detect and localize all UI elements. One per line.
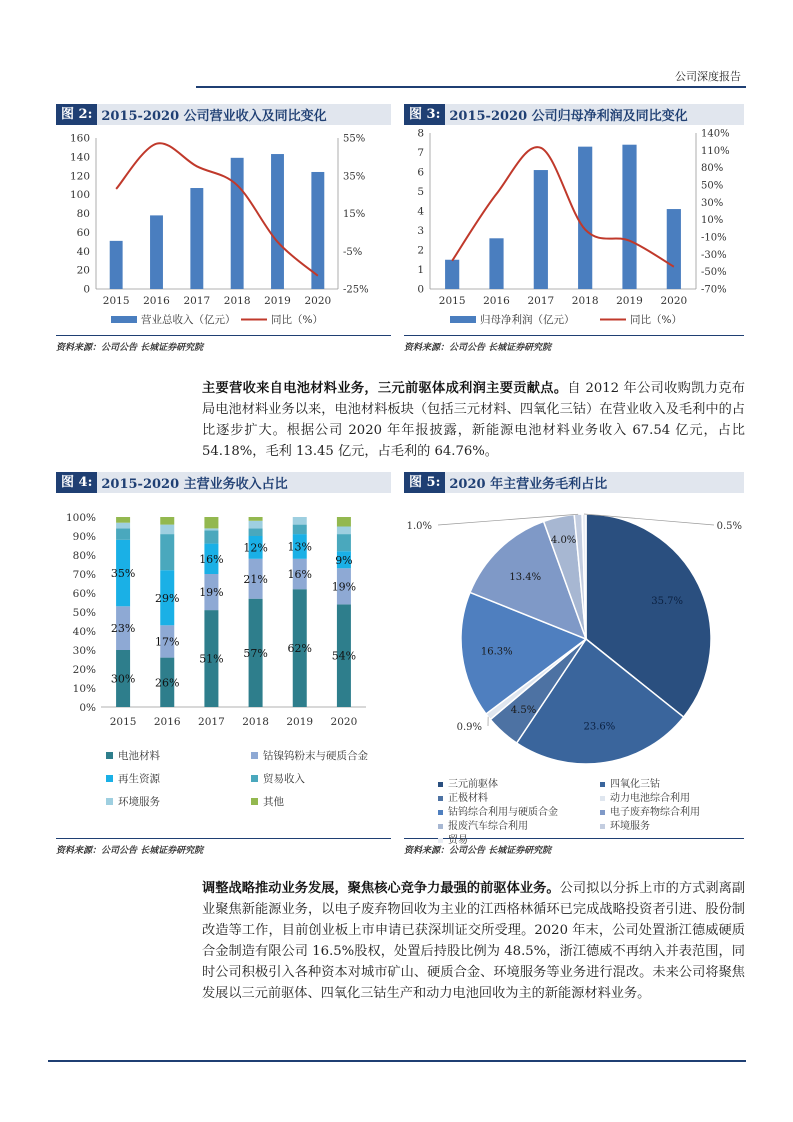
y-tick-label: 80%	[72, 550, 96, 562]
paragraph-1	[202, 378, 745, 462]
paragraph-2-body: 公司拟以分拆上市的方式剥离副业聚焦新能源业务，以电子废弃物回收为主业的江西格林循环已完成战略投资者引进、股份制改造等工作，目前创业板上市申请已获深圳证交所受理。2020 年末，公司处置浙江德威硬质合金制造有限公司 16.5%股权，处置后持股比例为 48.5%，浙江德威不再纳入并表范围，同时公司积极引入各种资本对城市矿山、硬质合金、环境服务等业务进行混改。未来公司将聚焦发展以三元前驱体、四氧化三钴生产和动力电池回收为主的新能源材料业务。	[202, 881, 746, 1001]
legend-label: 三元前驱体	[448, 779, 498, 790]
legend-label: 环境服务	[610, 821, 650, 832]
figure-4-rule	[56, 838, 391, 839]
legend-swatch	[106, 798, 113, 805]
stack-贸易收入-2018	[249, 528, 263, 536]
y2-tick-label: -25%	[343, 284, 369, 296]
stack-label: 35%	[110, 567, 136, 581]
x-tick-label: 2020	[330, 716, 358, 728]
legend-label: 再生资源	[118, 773, 160, 785]
paragraph-1-lead: 主要营收来自电池材料业务，三元前驱体成利润主要贡献点。	[202, 381, 568, 396]
x-tick-label: 2017	[183, 295, 211, 307]
bar-2019	[271, 154, 284, 289]
legend-label: 贸易	[448, 835, 468, 846]
y2-tick-label: 15%	[343, 209, 366, 220]
legend-label-line: 同比（%）	[271, 314, 323, 326]
stack-label: 17%	[155, 635, 180, 649]
legend-label: 环境服务	[118, 796, 160, 808]
x-tick-label: 2019	[286, 716, 314, 728]
stack-其他-2017	[204, 517, 218, 528]
x-tick-label: 2015	[109, 716, 137, 728]
legend-label-bar: 归母净利润（亿元）	[480, 314, 575, 326]
legend-label: 钴钨综合利用与硬质合金	[448, 807, 558, 818]
figure-3	[404, 104, 744, 353]
legend-label: 报废汽车综合利用	[448, 821, 528, 832]
x-tick-label: 2017	[198, 716, 225, 728]
y-tick-label: 100	[69, 189, 90, 202]
legend-swatch	[251, 752, 258, 759]
stack-环境服务-2017	[204, 528, 218, 530]
stack-label: 9%	[335, 553, 353, 567]
y-tick-label: 0	[83, 283, 90, 296]
x-tick-label: 2019	[616, 295, 643, 307]
y2-tick-label: -50%	[701, 267, 727, 279]
legend-swatch	[251, 798, 258, 805]
y-tick-label: 6	[417, 166, 424, 179]
y-tick-label: 8	[417, 127, 424, 140]
stack-label: 12%	[243, 541, 268, 555]
legend-swatch-bar	[450, 316, 476, 323]
x-tick-label: 2018	[223, 295, 251, 307]
x-tick-label: 2018	[571, 295, 599, 307]
legend-swatch	[600, 810, 605, 815]
pie-label: 0.5%	[716, 521, 742, 532]
pie-label: 0.9%	[456, 722, 482, 733]
stack-贸易收入-2016	[160, 534, 174, 570]
bar-2016	[489, 238, 503, 289]
legend-label: 四氧化三钴	[610, 779, 660, 790]
figure-5	[404, 472, 744, 856]
x-tick-label: 2016	[153, 716, 181, 728]
legend-label: 动力电池综合利用	[610, 793, 690, 804]
y-tick-label: 10%	[72, 683, 96, 695]
pie-label: 23.6%	[583, 721, 616, 733]
figure-4-number: 图 4:	[56, 472, 97, 493]
y-tick-label: 4	[417, 205, 424, 218]
stack-其他-2016	[160, 517, 174, 525]
bar-2015	[445, 260, 459, 289]
legend-swatch	[438, 824, 443, 829]
y2-tick-label: 140%	[701, 128, 730, 140]
legend-label: 其他	[263, 796, 284, 808]
legend-label-bar: 营业总收入（亿元）	[141, 314, 236, 326]
y-tick-label: 0%	[79, 702, 96, 714]
stack-其他-2020	[337, 517, 351, 527]
stack-label: 13%	[287, 540, 312, 554]
y-tick-label: 1	[417, 264, 424, 276]
y2-tick-label: -30%	[701, 249, 727, 261]
y2-tick-label: 30%	[701, 197, 724, 209]
yoy-line	[452, 147, 674, 267]
y2-tick-label: 10%	[701, 215, 724, 227]
y-tick-label: 2	[417, 244, 424, 257]
pie-label: 16.3%	[480, 646, 513, 658]
stack-环境服务-2018	[249, 521, 263, 529]
x-tick-label: 2020	[660, 295, 688, 307]
paragraph-2-lead: 调整战略推动业务发展，聚焦核心竞争力最强的前驱体业务。	[202, 881, 560, 896]
y-tick-label: 60%	[72, 588, 96, 600]
stack-环境服务-2019	[293, 517, 307, 525]
legend-swatch	[106, 775, 113, 782]
legend-label-line: 同比（%）	[630, 314, 682, 326]
stack-label: 29%	[155, 591, 180, 605]
legend-label: 电池材料	[118, 750, 160, 762]
y2-tick-label: 110%	[701, 145, 730, 157]
bar-2018	[578, 147, 592, 289]
y-tick-label: 120	[69, 170, 90, 183]
y-tick-label: 5	[417, 186, 424, 198]
stack-其他-2015	[116, 517, 130, 523]
x-tick-label: 2015	[102, 295, 130, 307]
figure-4-source: 资料来源：公司公告 长城证券研究院	[56, 846, 204, 856]
y2-tick-label: 80%	[701, 163, 724, 175]
figure-3-title-bar	[404, 104, 744, 125]
y-tick-label: 140	[69, 151, 90, 164]
pie-label: 4.0%	[550, 534, 577, 546]
figure-2-title-bar	[56, 104, 391, 125]
figure-3-chart	[404, 125, 744, 335]
figure-2	[56, 104, 391, 353]
bar-2015	[110, 241, 123, 289]
bar-2020	[667, 209, 681, 289]
legend-swatch	[438, 782, 443, 787]
x-tick-label: 2019	[264, 295, 291, 307]
stack-label: 30%	[110, 672, 136, 686]
y-tick-label: 50%	[72, 607, 96, 619]
paragraph-2	[202, 878, 745, 1004]
y2-tick-label: 50%	[701, 180, 724, 192]
legend-swatch	[251, 775, 258, 782]
stack-贸易收入-2020	[337, 534, 351, 551]
figure-3-title: 2015-2020 公司归母净利润及同比变化	[449, 109, 688, 124]
figure-3-source: 资料来源：公司公告 长城证券研究院	[404, 343, 552, 353]
legend-swatch	[106, 752, 113, 759]
stack-其他-2018	[249, 517, 263, 521]
legend-swatch	[438, 796, 443, 801]
stack-环境服务-2016	[160, 525, 174, 535]
figure-2-number: 图 2:	[56, 104, 97, 125]
stack-label: 16%	[287, 568, 312, 581]
x-tick-label: 2018	[242, 716, 269, 728]
stack-label: 62%	[287, 642, 312, 656]
y-tick-label: 20	[76, 264, 90, 277]
stack-label: 54%	[331, 649, 357, 663]
stack-贸易收入-2019	[293, 525, 307, 535]
bar-2017	[190, 188, 203, 289]
bar-2016	[150, 215, 163, 289]
x-tick-label: 2020	[304, 295, 332, 307]
stack-label: 51%	[199, 652, 224, 666]
y-tick-label: 80	[76, 208, 90, 220]
y2-tick-label: -70%	[701, 284, 727, 296]
paragraph-1-body: 自 2012 年公司收购凯力克布局电池材料业务以来，电池材料板块（包括三元材料、四氧化三钴）在营业收入及毛利中的占比逐步扩大。根据公司 2020 年年报披露，新能源电池材料业务收入 67.54 亿元，占比 54.18%，毛利 13.45 亿元，占毛利的 64.76%。	[202, 381, 745, 459]
figure-2-rule	[56, 335, 391, 336]
y-tick-label: 70%	[72, 569, 96, 581]
y2-tick-label: 55%	[343, 133, 366, 145]
legend-label: 电子废弃物综合利用	[610, 807, 700, 818]
report-type-label: 公司深度报告	[675, 70, 741, 83]
y-tick-label: 40%	[72, 626, 96, 638]
x-tick-label: 2015	[438, 295, 466, 307]
figure-5-number: 图 5:	[404, 472, 445, 493]
figure-5-title: 2020 年主营业务毛利占比	[449, 477, 608, 492]
legend-swatch	[438, 810, 443, 815]
legend-swatch	[600, 824, 605, 829]
bar-2017	[534, 170, 548, 289]
y-tick-label: 3	[417, 225, 424, 237]
pie-label: 1.0%	[406, 521, 432, 532]
figure-4-title: 2015-2020 主营业务收入占比	[101, 477, 288, 492]
stack-label: 19%	[199, 586, 224, 600]
figure-5-source: 资料来源：公司公告 长城证券研究院	[404, 846, 552, 856]
figure-2-title: 2015-2020 公司营业收入及同比变化	[101, 109, 327, 124]
legend-swatch-bar	[111, 316, 137, 323]
y-tick-label: 100%	[65, 512, 96, 524]
figure-3-number: 图 3:	[404, 104, 445, 125]
bar-2018	[231, 158, 244, 289]
x-tick-label: 2016	[483, 295, 510, 307]
legend-swatch	[600, 796, 605, 801]
stack-贸易收入-2015	[116, 528, 130, 539]
footer-rule	[48, 1060, 746, 1062]
stack-label: 26%	[155, 676, 180, 690]
figure-2-source: 资料来源：公司公告 长城证券研究院	[56, 343, 204, 353]
figure-5-chart	[404, 493, 744, 846]
x-tick-label: 2017	[527, 295, 555, 307]
legend-label: 贸易收入	[263, 773, 305, 785]
y-tick-label: 60	[76, 226, 90, 239]
stack-环境服务-2015	[116, 523, 130, 529]
y-tick-label: 40	[76, 245, 90, 258]
legend-label: 钴镍钨粉末与硬质合金	[263, 750, 368, 762]
header-rule	[196, 86, 746, 88]
figure-4	[56, 472, 391, 856]
y-tick-label: 7	[417, 147, 424, 159]
stack-label: 19%	[331, 580, 357, 594]
stack-label: 21%	[243, 572, 268, 586]
y2-tick-label: 35%	[343, 171, 366, 183]
stack-环境服务-2020	[337, 527, 351, 535]
bar-2019	[622, 145, 636, 289]
pie-label: 4.5%	[510, 704, 537, 716]
legend-label: 正极材料	[448, 793, 488, 804]
stack-label: 16%	[199, 552, 224, 566]
legend-swatch	[600, 782, 605, 787]
yoy-line	[116, 143, 318, 276]
pie-label: 13.4%	[509, 572, 542, 584]
y-tick-label: 20%	[72, 664, 96, 676]
pie-label: 35.7%	[651, 596, 684, 608]
figure-3-rule	[404, 335, 744, 336]
y2-tick-label: -5%	[343, 246, 363, 258]
y-tick-label: 0	[417, 283, 424, 296]
figure-5-title-bar	[404, 472, 744, 493]
y-tick-label: 90%	[72, 531, 96, 543]
figure-4-chart	[56, 493, 391, 838]
y-tick-label: 160	[69, 132, 90, 145]
stack-贸易收入-2017	[204, 530, 218, 543]
y2-tick-label: -10%	[701, 232, 727, 244]
figure-4-title-bar	[56, 472, 391, 493]
stack-label: 57%	[243, 646, 268, 660]
figure-2-chart	[56, 125, 391, 335]
x-tick-label: 2016	[143, 295, 170, 307]
stack-label: 23%	[110, 622, 136, 636]
y-tick-label: 30%	[72, 645, 96, 657]
